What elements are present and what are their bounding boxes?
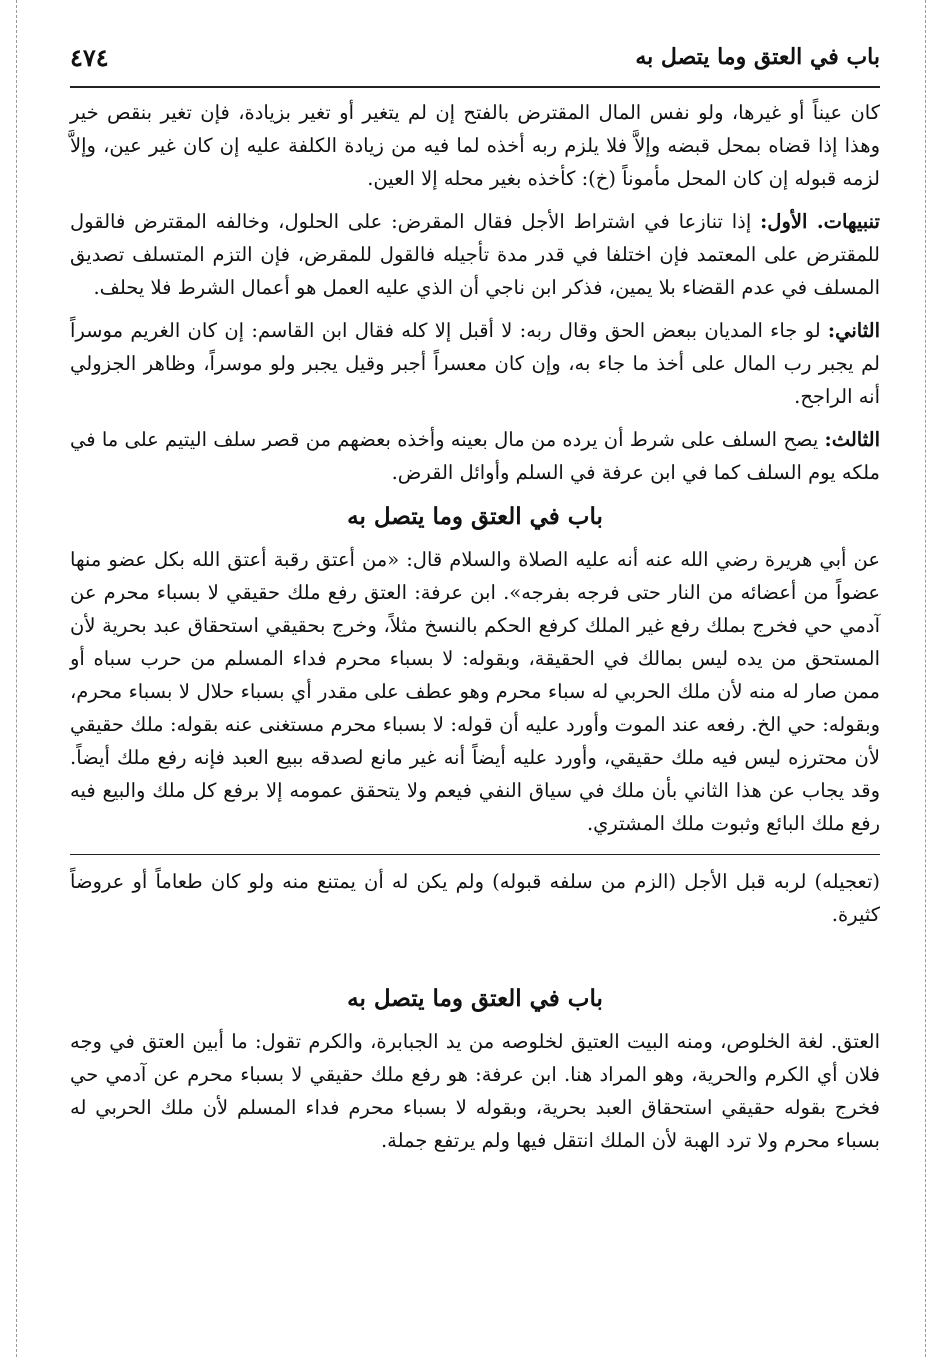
paragraph-second: [70, 314, 880, 413]
second-lead: الثاني:: [827, 319, 880, 342]
section-heading-1: باب في العتق وما يتصل به: [347, 503, 603, 530]
section1-body-text: عن أبي هريرة رضي الله عنه أنه عليه الصلاة والسلام قال: «من أعتق رقبة أعتق الله بكل عضو منها عضواً من أعضائه من النار حتى فرجه بفرجه». ابن عرفة: العتق رفع ملك حقيقي لا بسباء محرم عن آدمي حي فخرج بملك رفع غير الملك كرفع الحكم بالنسخ مثلاً، وخرج بحقيقي استحقاق عبد بحرية لأن المستحق من يده ليس بمالك في الحقيقة، وبقوله: لا بسباء محرم فداء المسلم من حرب سباه أو ممن صار له منه لأن ملك الحربي له سباء محرم وهو عطف على مقدر أي بسباء حلال لا بسباء محرم، وبقوله: حي الخ. رفعه عند الموت وأورد عليه أن قوله: لا بسباء محرم مستغنى عنه بقوله: ملك حقيقي لأن محترزه ليس فيه ملك حقيقي، وأورد عليه أيضاً أنه غير مانع لصدقه ببيع العبد فإنه رفع ملك أيضاً. وقد يجاب عن هذا الثاني بأن ملك في سياق النفي فيعم ولا يتحقق عمومه إلا برفع كل ملك والبيع فيه رفع ملك البائع وثبوت ملك المشتري.: [70, 548, 880, 835]
page-number: ٤٧٤: [70, 42, 109, 72]
paragraph-footnote: [70, 865, 880, 931]
book-page: [70, 28, 880, 1338]
running-title: باب في العتق وما يتصل به: [635, 44, 880, 70]
scan-gutter-line-right: [925, 0, 926, 1357]
second-text: لو جاء المديان ببعض الحق وقال ربه: لا أقبل إلا كله فقال ابن القاسم: إن كان الغريم موسراً لم يجبر رب المال على أخذ ما جاء به، وإن كان معسراً أجبر وقيل يجبر ولو موسراً، وظاهر الجزولي أنه الراجح.: [70, 319, 880, 408]
footnote-text: (تعجيله) لربه قبل الأجل (الزم من سلفه قبوله) ولم يكن له أن يمتنع منه ولو كان طعاماً أو عروضاً كثيرة.: [70, 870, 880, 926]
paragraph-top-1-text: كان عيناً أو غيرها، ولو نفس المال المقترض بالفتح إن لم يتغير أو تغير بزيادة، فإن تغير بنقص خير وهذا إذا قضاه بمحل قبضه وإلاَّ فلا يلزم ربه أخذه لما فيه من زيادة الكلفة عليه إن كان غير عين، وإلاَّ لزمه قبوله إن كان المحل مأموناً (خ): كأخذه بغير محله إلا العين.: [70, 101, 880, 190]
tanbihat-lead: تنبيهات. الأول:: [760, 210, 880, 233]
section-gap: [70, 941, 880, 971]
tanbihat-text: إذا تنازعا في اشتراط الأجل فقال المقرض: على الحلول، وخالفه المقترض فالقول للمقترض على المعتمد فإن اختلفا في قدر مدة تأجيله فالقول للمقرض، فإن التزم المتسلف تصديق المسلف في عدم القضاء بلا يمين، فذكر ابن ناجي أن الذي عليه العمل هو أعمال الشرط فلا يحلف.: [70, 210, 880, 299]
section-heading-2: باب في العتق وما يتصل به: [347, 985, 603, 1012]
paragraph-top-1: [70, 96, 880, 195]
paragraph-third: [70, 423, 880, 489]
scan-gutter-line-left: [16, 0, 17, 1357]
page-header: [70, 28, 880, 88]
footnote-separator: [70, 854, 880, 855]
third-lead: الثالث:: [824, 428, 880, 451]
section2-body-text: العتق. لغة الخلوص، ومنه البيت العتيق لخلوصه من يد الجبابرة، والكرم تقول: ما أبين العتق في وجه فلان أي الكرم والحرية، وهو المراد هنا. ابن عرفة: هو رفع ملك حقيقي لا بسباء محرم عن آدمي حي فخرج بقوله حقيقي استحقاق العبد بحرية، وبقوله لا بسباء محرم فداء المسلم لأن ملك الحربي له بسباء محرم ولا ترد الهبة لأن الملك انتقل فيها ولم يرتفع جملة.: [70, 1030, 880, 1152]
paragraph-section1-body: [70, 543, 880, 840]
third-text: يصح السلف على شرط أن يرده من مال بعينه وأخذه بعضهم من قصر سلف اليتيم على ما في ملكه يوم السلف كما في ابن عرفة في السلم وأوائل القرض.: [70, 428, 880, 484]
paragraph-tanbihat: [70, 205, 880, 304]
paragraph-section2-body: [70, 1025, 880, 1157]
